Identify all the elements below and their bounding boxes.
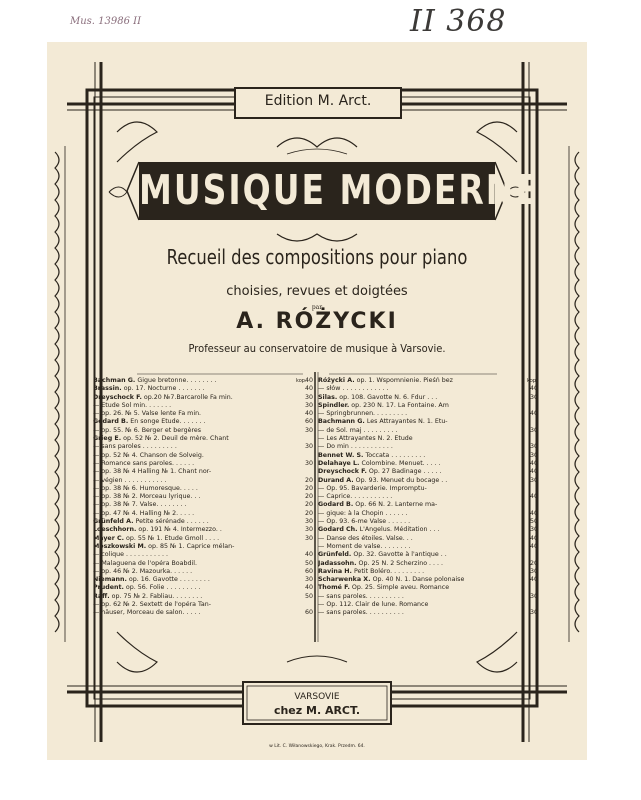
catalog-entry-composer: Różycki A. [318, 377, 355, 384]
catalog-entry-composer: Moszkowski M. [93, 542, 147, 550]
edition-label: Edition M. Arct. [264, 93, 372, 109]
catalog-entry [93, 543, 321, 551]
catalog-entry-work: Op. 25. Simple aveu. Romance [351, 584, 450, 592]
catalog-entry-work: Op. 25 N. 2 Scherzino . . . . [358, 559, 444, 567]
catalog-entry-work: op.20 №7.Barcarolle Fa min. [143, 393, 233, 401]
catalog-entry-title [93, 535, 291, 543]
selection-note: choisies, revues et doigtées [226, 284, 408, 299]
catalog-entry-composer: Silas. [318, 393, 338, 401]
catalog-entry-work: Petit Boléro. . . . . . . . . [353, 567, 425, 575]
catalog-entry-price: 30 [304, 401, 313, 409]
catalog-entry-title [318, 560, 516, 568]
catalog-entry [318, 576, 546, 584]
catalog-entry-title [93, 394, 291, 402]
catalog-entry [93, 501, 321, 509]
catalog-entry-price: 40 [529, 459, 538, 467]
catalog-entry [318, 535, 546, 543]
catalog-entry-composer: Jadassohn. [318, 559, 357, 567]
catalog-entry-title [93, 435, 291, 443]
catalog-entry-work: op. 16. Gavotte . . . . . . . . [128, 576, 210, 584]
catalog-entry [93, 427, 321, 435]
catalog-entry-composer: Bachman G. [93, 377, 136, 384]
catalog-entry [93, 568, 321, 576]
catalog-entry-work: häuser, Morceau de salon. . . . . [101, 609, 201, 617]
catalog-entry-work: Danse des étoiles. Valse. . . [326, 534, 413, 542]
catalog-entry [318, 526, 546, 534]
catalog-entry-price: 30 [529, 393, 538, 401]
catalog-entry-title: — op. 62 № 2. Sextett de l'opéra Tan- [93, 601, 211, 609]
catalog-entry [93, 584, 321, 592]
catalog-entry-title: — słów . . . . . . . . . . . . [318, 385, 389, 393]
catalog-entry [318, 377, 546, 385]
catalog-entry-work: Op. 27 Badinage . . . . . [368, 468, 442, 476]
catalog-entry [93, 576, 321, 584]
catalog-entry-composer: Brassin. [93, 385, 122, 393]
catalog-entry-work: sans paroles. . . . . . . . . . [326, 592, 404, 600]
catalog-entry-work: Les Attrayantes N. 1. Étu- [366, 418, 448, 426]
handwritten-shelfmark: Mus. 13986 II [70, 16, 142, 27]
catalog-entry-composer: Godard B. [93, 418, 129, 426]
catalog-entry-title [318, 568, 516, 576]
catalog-entry-work: Étude Sol min. . . . . . . [101, 401, 172, 409]
catalog-entry-title [93, 418, 291, 426]
catalog-entry-work: op. 230 N. 17. La Fontaine. Am [351, 401, 449, 409]
catalog-entry-price: 40 [529, 509, 538, 517]
catalog-entry [318, 501, 546, 509]
catalog-entry-title [93, 377, 291, 385]
catalog-entry-title: — Op. 112. Clair de lune. Romance [318, 601, 429, 609]
catalog-entry-title: — colique . . . . . . . . . . . [93, 551, 169, 559]
catalog-entry [318, 418, 546, 426]
catalog-entry-title: — Malaguena de l'opéra Boabdil. [93, 559, 197, 567]
catalog-entry-title: — Caprice. . . . . . . . . . . [318, 493, 393, 501]
catalog-entry-title: — op. 55. № 6. Berger et bergères [93, 426, 202, 434]
catalog-column-left [93, 377, 321, 618]
catalog-entry-title [318, 452, 516, 460]
catalog-entry-composer: Scharwenka X. [318, 576, 371, 584]
catalog-entry-title [318, 402, 516, 410]
catalog-entry-price: 30 [304, 426, 313, 434]
catalog-entry-price: 20 [304, 476, 313, 484]
catalog-entry [318, 510, 546, 518]
catalog-entry [318, 452, 546, 460]
price-header-left: kop. [296, 378, 307, 384]
catalog-entry-price: 60 [304, 567, 313, 575]
catalog-entry-title [318, 477, 516, 485]
catalog-entry-price: 20 [529, 559, 538, 567]
catalog-entry-work: Colombine. Menuet. . . . . [361, 459, 441, 467]
price-header-right: kop. [527, 378, 538, 384]
catalog-entry-work: Op. 66 N. 2. Lanterne ma- [355, 501, 438, 509]
catalog-entry [93, 535, 321, 543]
catalog-entry-work: Op. 112. Clair de lune. Romance [326, 601, 429, 609]
catalog-entry-work: sans paroles. . . . . . . . . . [326, 609, 404, 617]
catalog-entry-title [318, 584, 516, 592]
catalog-column-right [318, 377, 546, 618]
catalog-entry-price: 30 [529, 476, 538, 484]
catalog-entry-composer: Loeschhorn. [93, 526, 137, 534]
catalog-entry [93, 452, 321, 460]
catalog-entry-composer: Raff. [93, 592, 110, 600]
catalog-entry-price: 50 [529, 518, 538, 526]
catalog-entry-price: 30 [304, 393, 313, 401]
catalog-entry-work: Caprice. . . . . . . . . . . [326, 493, 393, 501]
catalog-entry-price: 30 [304, 534, 313, 542]
catalog-entry-title [93, 593, 291, 601]
catalog-entry [93, 418, 321, 426]
catalog-entry-title: — op. 46 № 2. Mazourka. . . . . . [93, 567, 193, 575]
catalog-entry-title [93, 526, 291, 534]
catalog-entry-work: de Sol. maj . . . . . . . . . [326, 426, 398, 434]
catalog-entry-work: Springbrunnen. . . . . . . . . [326, 410, 408, 418]
catalog-entry [93, 593, 321, 601]
catalog-entry-work: op. 55 № 1. Étude Gmoll . . . . [126, 534, 220, 542]
catalog-entry-price: 40 [304, 377, 313, 384]
catalog-entry-price: 30 [529, 451, 538, 459]
catalog-entry-title [93, 584, 291, 592]
catalog-entry-work: Op. 93. 6-me Valse . . . . . . [326, 518, 411, 526]
catalog-entry [93, 609, 321, 617]
handwritten-volume-number: II 368 [410, 4, 507, 39]
catalog-entry-composer: Dreyschock F. [318, 468, 367, 476]
catalog-entry-price: 40 [529, 542, 538, 550]
catalog-entry-price: 40 [529, 410, 538, 418]
catalog-entry [318, 402, 546, 410]
catalog-entry [318, 518, 546, 526]
catalog-entry-work: Do min . . . . . . . . . . . [326, 443, 393, 451]
catalog-entry-title: — Étude Sol min. . . . . . . [93, 401, 172, 409]
catalog-entry [318, 601, 546, 609]
catalog-entry-price: 50 [304, 559, 313, 567]
catalog-entry-title [318, 394, 516, 402]
catalog-entry-title: — gique: à la Chopin . . . . . . [318, 509, 408, 517]
catalog-entry-title [318, 551, 516, 559]
catalog-entry [318, 468, 546, 476]
catalog-entry-work: sans paroles . . . . . . . . . [101, 443, 177, 451]
catalog-entry-work: op. 52 № 2. Deuil de mère. Chant [123, 435, 229, 443]
catalog-entry-work: op. 55. № 6. Berger et bergères [101, 426, 202, 434]
catalog-entry-work: Gigue bretonne. . . . . . . . [137, 377, 217, 384]
catalog-entry-price: 30 [304, 518, 313, 526]
catalog-entry-composer: Durand A. [318, 476, 354, 484]
catalog-entry-work: Les Attrayantes N. 2. Etude [326, 435, 413, 443]
catalog-entry-price: 30 [304, 459, 313, 467]
catalog-entry-title: — Springbrunnen. . . . . . . . . [318, 410, 408, 418]
catalog-entry-title [93, 518, 291, 526]
catalog-entry-composer: Grieg E. [93, 435, 122, 443]
catalog-entry [318, 560, 546, 568]
catalog-entry [318, 410, 546, 418]
city-label: VARSOVIE [294, 692, 340, 702]
catalog-entry-work: gique: à la Chopin . . . . . . [326, 509, 408, 517]
catalog-entry-price: 40 [529, 385, 538, 393]
catalog-entry-price: 60 [304, 609, 313, 617]
catalog-entry-composer: Prudent. [93, 584, 124, 592]
catalog-entry-title: — op. 38 № 7. Valse. . . . . . . . [93, 501, 187, 509]
catalog-entry [93, 402, 321, 410]
catalog-entry [93, 410, 321, 418]
catalog-entry [318, 551, 546, 559]
catalog-entry [318, 593, 546, 601]
catalog-entry-title: — sans paroles . . . . . . . . . [93, 443, 177, 451]
catalog-entry-title: — op. 38 № 2. Morceau lyrique. . . [93, 493, 201, 501]
catalog-entry-price: 20 [304, 484, 313, 492]
catalog-entry-work: op. 38 № 2. Morceau lyrique. . . [101, 493, 201, 501]
title-page [47, 42, 587, 760]
catalog-entry-price: 40 [529, 534, 538, 542]
catalog-entry-price: 30 [304, 526, 313, 534]
catalog-entry-title: — op. 52 № 4. Chanson de Solveig. [93, 451, 204, 459]
catalog-entry-price: 40 [304, 410, 313, 418]
publisher-label: chez M. ARCT. [273, 704, 361, 717]
catalog-entry-work: Op. 93. Menuet du bocage . . [355, 476, 448, 484]
catalog-entry-work: op. 1. Wspomnienie. Pieśń bez [356, 377, 453, 384]
catalog-entry-title [93, 385, 291, 393]
catalog-entry [93, 493, 321, 501]
catalog-entry [318, 460, 546, 468]
catalog-entry-title [93, 576, 291, 584]
catalog-entry-price: 30 [529, 526, 538, 534]
catalog-entry [93, 460, 321, 468]
catalog-entry-title: — op. 38 № 6. Humoresque. . . . . [93, 484, 198, 492]
catalog-entry-composer: Ravina H. [318, 567, 352, 575]
catalog-entry-composer: Mayer C. [93, 534, 125, 542]
catalog-entry [318, 385, 546, 393]
catalog-entry-price: 40 [304, 551, 313, 559]
catalog-entry-price: 40 [304, 584, 313, 592]
catalog-entry-price: 40 [529, 468, 538, 476]
catalog-entry [93, 518, 321, 526]
catalog-entry-work: Toccata . . . . . . . . . [365, 451, 426, 459]
catalog-entry-price: 20 [304, 501, 313, 509]
catalog-entry [93, 394, 321, 402]
catalog-entry-title: — Danse des étoiles. Valse. . . [318, 534, 413, 542]
catalog-entry [318, 609, 546, 617]
catalog-entry-work: végien . . . . . . . . . . . [101, 476, 167, 484]
catalog-entry [93, 385, 321, 393]
catalog-entry-title: — de Sol. maj . . . . . . . . . [318, 426, 398, 434]
catalog-entry-price: 30 [529, 609, 538, 617]
subtitle: Recueil des compositions pour piano [166, 245, 468, 269]
catalog-entry-price: 30 [304, 576, 313, 584]
catalog-entry-title: — häuser, Morceau de salon. . . . . [93, 609, 201, 617]
catalog-entry [318, 543, 546, 551]
catalog-entry-work: colique . . . . . . . . . . . [101, 551, 169, 559]
catalog-entry-composer: Niemann. [93, 576, 127, 584]
catalog-entry-composer: Bennet W. S. [318, 451, 364, 459]
catalog-entry-title: — op. 47 № 4. Halling № 2. . . . . [93, 509, 195, 517]
catalog-entry-work: op. 62 № 2. Sextett de l'opéra Tan- [101, 601, 211, 609]
catalog-entry-title: — op. 38 № 4 Halling № 1. Chant nor- [93, 468, 212, 476]
catalog-entry-work: Romance sans paroles. . . . . . [101, 459, 195, 467]
catalog-entry-price: 30 [529, 426, 538, 434]
editor-name: A. RÓŻYCKI [236, 309, 398, 334]
catalog-entry [318, 568, 546, 576]
catalog-entry [318, 493, 546, 501]
catalog-entry-work: Malaguena de l'opéra Boabdil. [101, 559, 197, 567]
catalog-entry-title [318, 418, 516, 426]
catalog-entry-price: 40 [304, 385, 313, 393]
editor-title: Professeur au conservatoire de musique à Varsovie. [188, 342, 446, 355]
catalog-entry-title [318, 460, 516, 468]
catalog-entry-work: op. 56. Folie . . . . . . . . . [125, 584, 201, 592]
catalog-entry-title [318, 501, 516, 509]
catalog-entry-title: — op. 26. № 5. Valse lente Fa min. [93, 410, 202, 418]
catalog-entry-title [318, 576, 516, 584]
catalog-entry [93, 485, 321, 493]
catalog-entry-work: Petite sérénade . . . . . . [135, 518, 209, 526]
catalog-entry-composer: Dreyschock F. [93, 393, 142, 401]
catalog-entry-title: — sans paroles. . . . . . . . . . [318, 609, 404, 617]
catalog-entry [318, 443, 546, 451]
catalog-entry-price: 30 [529, 443, 538, 451]
catalog-entry-title: — Moment de valse. . . . . . . . [318, 542, 411, 550]
catalog-entry-title: — Les Attrayantes N. 2. Etude [318, 435, 413, 443]
catalog-entry-composer: Grünfeld A. [93, 518, 134, 526]
catalog-entry-composer: Spindler. [318, 401, 350, 409]
catalog-entry [318, 584, 546, 592]
catalog-entry-title: — végien . . . . . . . . . . . [93, 476, 167, 484]
catalog-entry-title: — sans paroles. . . . . . . . . . [318, 592, 404, 600]
catalog-entry-composer: Godard Ch. [318, 526, 358, 534]
catalog-entry-price: 40 [529, 576, 538, 584]
catalog-entry-composer: Delahaye L. [318, 459, 360, 467]
catalog-entry [93, 601, 321, 609]
catalog-entry-work: op. 85 № 1. Caprice mélan- [148, 542, 235, 550]
catalog-entry [318, 435, 546, 443]
catalog-entry [93, 443, 321, 451]
catalog-entry [93, 435, 321, 443]
catalog-entry-price: 60 [304, 418, 313, 426]
catalog-entry-title: — Op. 93. 6-me Valse . . . . . . [318, 518, 411, 526]
catalog-entry-work: Moment de valse. . . . . . . . [326, 542, 411, 550]
catalog-entry-price: 50 [304, 592, 313, 600]
catalog-entry-work: Op. 40 N. 1. Danse polonaise [372, 576, 465, 584]
catalog-entry-work: słów . . . . . . . . . . . . [326, 385, 389, 393]
catalog-entry [318, 427, 546, 435]
catalog-entry-work: op. 108. Gavotte N. 6. Fdur . . . [339, 393, 438, 401]
catalog-entry-composer: Bachmann G. [318, 418, 365, 426]
catalog-entry-work: op. 75 № 2. Fabliau. . . . . . . . [111, 592, 203, 600]
catalog-entry [93, 477, 321, 485]
catalog-entry-title: — Romance sans paroles. . . . . . [93, 459, 195, 467]
catalog-entry-work: op. 38 № 7. Valse. . . . . . . . [101, 501, 187, 509]
catalog-entry-composer: Godard B. [318, 501, 354, 509]
catalog-entry-price: 30 [529, 592, 538, 600]
catalog-entry [318, 394, 546, 402]
catalog-entry [93, 468, 321, 476]
catalog-entry [93, 526, 321, 534]
catalog-entry [318, 485, 546, 493]
catalog-entry-work: op. 38 № 4 Halling № 1. Chant nor- [101, 468, 212, 476]
catalog-entry-title [93, 543, 291, 551]
catalog-entry [93, 560, 321, 568]
catalog-entry-price: 30 [304, 443, 313, 451]
catalog-entry-work: op. 191 № 4. Intermezzo. . [138, 526, 222, 534]
catalog-entry-work: Op. 32. Gavotte à l'antique . . [353, 551, 447, 559]
catalog-entry [93, 510, 321, 518]
catalog-entry-work: L'Angelus. Méditation . . . [359, 526, 440, 534]
printer-credit: w Lit. C. Wiłanowskiego, Krak. Przedm. 64. [269, 744, 365, 749]
catalog-entry-work: op. 46 № 2. Mazourka. . . . . . [101, 567, 193, 575]
catalog-entry-title [318, 526, 516, 534]
catalog-entry-work: op. 47 № 4. Halling № 2. . . . . [101, 509, 195, 517]
catalog-entry-price: 40 [529, 493, 538, 501]
catalog-entry-composer: Thomé F. [318, 584, 350, 592]
catalog-entry [318, 477, 546, 485]
catalog-entry-title: — Do min . . . . . . . . . . . [318, 443, 393, 451]
catalog-entry-work: En songe Étude. . . . . . . [130, 418, 206, 426]
page-title: MUSIQUE MODERNE [139, 165, 540, 214]
catalog-entry [93, 551, 321, 559]
catalog-entry-price: 30 [529, 567, 538, 575]
catalog-entry-title [318, 468, 516, 476]
catalog-entry-price: 20 [304, 493, 313, 501]
catalog-entry-work: op. 52 № 4. Chanson de Solveig. [101, 451, 204, 459]
catalog-entry-price: 20 [304, 509, 313, 517]
catalog-entry-work: op. 26. № 5. Valse lente Fa min. [101, 410, 202, 418]
catalog-entry-work: op. 17. Nocturne . . . . . . . [123, 385, 205, 393]
catalog-entry [93, 377, 321, 385]
par-label: par [311, 304, 323, 311]
catalog-entry-work: op. 38 № 6. Humoresque. . . . . [101, 484, 198, 492]
catalog-entry-composer: Grünfeld. [318, 551, 352, 559]
catalog-entry-title [318, 377, 516, 385]
catalog-entry-work: Op. 95. Bavarderie. Impromptu- [326, 484, 427, 492]
catalog-entry-title: — Op. 95. Bavarderie. Impromptu- [318, 484, 427, 492]
